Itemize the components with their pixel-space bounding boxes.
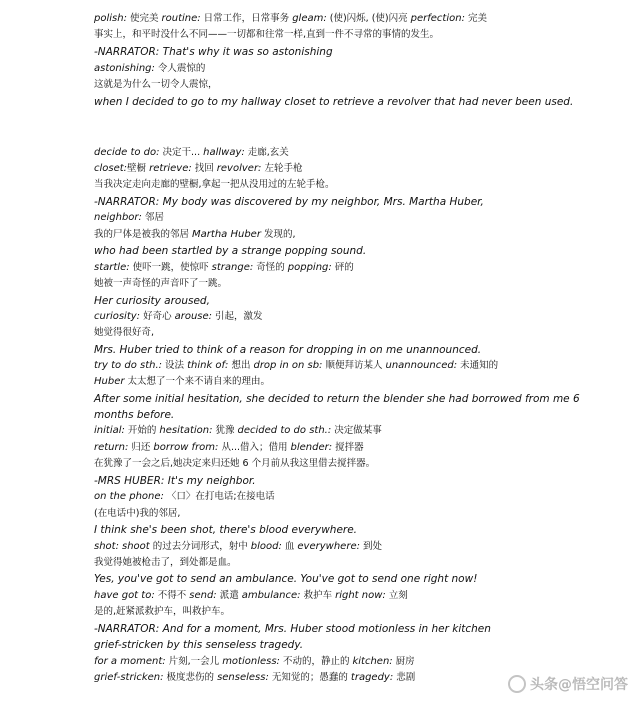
chinese-gloss: 使完美 (126, 13, 162, 24)
english-text: -NARRATOR: My body was discovered by my neighbor, Mrs. Martha Huber, (94, 196, 484, 208)
text-line (94, 540, 382, 554)
english-text: motionless: (222, 656, 280, 667)
chinese-gloss: 片刻,一会儿 (165, 656, 223, 667)
chinese-gloss: 奇怪的 (253, 262, 288, 273)
text-line (94, 95, 573, 109)
chinese-gloss: 事实上，和平时没什么不同——一切都和往常一样,直到一件不寻常的事情的发生。 (94, 29, 440, 40)
chinese-gloss: 派遣 (216, 590, 242, 601)
chinese-gloss: 不得不 (154, 590, 190, 601)
english-text: drop in on sb: (253, 360, 323, 371)
chinese-gloss: 太太想了一个来不请自来的理由。 (124, 376, 270, 387)
chinese-gloss: 的过去分词形式，射中 (149, 541, 251, 552)
chinese-gloss: 搅拌器 (332, 442, 364, 453)
english-text: perfection: (410, 13, 465, 24)
english-text: retrieve: (149, 163, 192, 174)
chinese-gloss: 开始的 (124, 425, 160, 436)
english-text: grief-stricken by this senseless tragedy. (94, 639, 304, 651)
chinese-gloss: 好奇心 (140, 311, 175, 322)
watermark (508, 674, 628, 694)
chinese-gloss: 归还 (128, 442, 154, 453)
english-text: initial: (94, 425, 125, 436)
chinese-gloss: 到处 (359, 541, 382, 552)
english-text: months before. (94, 409, 175, 421)
english-text: tragedy: (350, 672, 394, 683)
english-text: who had been startled by a strange popping sound. (94, 245, 367, 257)
chinese-gloss: 日常工作，日常事务 (200, 13, 293, 24)
english-text: arouse: (174, 311, 213, 322)
text-line (94, 310, 263, 324)
english-text: send: (189, 590, 217, 601)
text-line (94, 62, 205, 76)
text-line (94, 12, 487, 26)
chinese-gloss: 发现的, (260, 229, 296, 240)
english-text: when I decided to go to my hallway closet to retrieve a revolver that had never been used. (94, 96, 574, 108)
text-line (94, 195, 484, 209)
text-line (94, 392, 580, 406)
chinese-gloss: 她被一声奇怪的声音吓了一跳。 (94, 278, 228, 289)
chinese-gloss: 她觉得很好奇, (94, 327, 155, 338)
text-line (94, 261, 354, 275)
text-line (94, 556, 237, 570)
english-text: kitchen: (352, 656, 393, 667)
chinese-gloss: 是的,赶紧派救护车，叫救护车。 (94, 606, 231, 617)
text-line (94, 178, 335, 192)
english-text: curiosity: (94, 311, 141, 322)
chinese-gloss: 引起，激发 (212, 311, 263, 322)
text-line (94, 457, 375, 471)
english-text: decided to do sth.: (237, 425, 332, 436)
text-line (94, 655, 415, 669)
chinese-gloss: 砰的 (331, 262, 354, 273)
chinese-gloss: (使)闪烁, (使)闪亮 (326, 13, 411, 24)
chinese-gloss: 血 (281, 541, 298, 552)
chinese-gloss: 从...借入；借用 (218, 442, 291, 453)
text-line (94, 441, 364, 455)
chinese-gloss: 使吓一跳，使惊吓 (129, 262, 212, 273)
chinese-gloss: 犹豫 (212, 425, 238, 436)
english-text: routine: (161, 13, 201, 24)
text-line (94, 474, 256, 488)
chinese-gloss: 决定做某事 (331, 425, 382, 436)
chinese-gloss: 这就是为什么一切令人震惊， (94, 79, 218, 90)
chinese-gloss: 不动的，静止的 (279, 656, 353, 667)
english-text: on the phone: (94, 491, 164, 502)
english-text: Huber (94, 376, 125, 387)
wukong-logo-icon (508, 675, 526, 693)
text-line (94, 78, 218, 92)
chinese-gloss: 邻居 (141, 212, 164, 223)
english-text: gleam: (292, 13, 327, 24)
text-line (94, 605, 230, 619)
english-text: blood: (250, 541, 282, 552)
english-text: shot: (94, 541, 119, 552)
text-line (94, 638, 303, 652)
chinese-gloss: 走廊,玄关 (244, 147, 289, 158)
english-text: blender: (290, 442, 333, 453)
chinese-gloss: 决定干... (159, 147, 204, 158)
text-line (94, 622, 491, 636)
english-text: -NARRATOR: And for a moment, Mrs. Huber stood motionless in her kitchen (94, 623, 491, 635)
text-line (94, 28, 439, 42)
english-text: astonishing: (94, 63, 155, 74)
text-line (94, 572, 477, 586)
text-line (94, 343, 481, 357)
english-text: decide to do: (94, 147, 160, 158)
chinese-gloss: 未通知的 (457, 360, 499, 371)
english-text: startle: (94, 262, 130, 273)
english-text: closet: (94, 163, 128, 174)
chinese-gloss: 我觉得她被枪击了，到处都是血。 (94, 557, 237, 568)
english-text: for a moment: (94, 656, 166, 667)
text-line (94, 326, 154, 340)
chinese-gloss: (在电话中)我的邻居, (94, 508, 181, 519)
text-line (94, 490, 275, 504)
english-text: hallway: (203, 147, 245, 158)
chinese-gloss: 设法 (162, 360, 188, 371)
chinese-gloss: 悲剧 (393, 672, 416, 683)
english-text: neighbor: (94, 212, 142, 223)
english-text: borrow from: (153, 442, 219, 453)
english-text: I think she's been shot, there's blood everywhere. (94, 524, 358, 536)
text-line (94, 507, 180, 521)
chinese-gloss: 〈口〉在打电话;在接电话 (163, 491, 275, 502)
text-line (94, 375, 270, 389)
text-line (94, 359, 498, 373)
chinese-gloss: 想出 (228, 360, 254, 371)
english-text: Mrs. Huber tried to think of a reason for dropping in on me unannounced. (94, 344, 482, 356)
chinese-gloss: 救护车 (300, 590, 336, 601)
english-text: Yes, you've got to send an ambulance. You've got to send one right now! (94, 573, 478, 585)
chinese-gloss: 我的尸体是被我的邻居 (94, 229, 193, 240)
english-text: right now: (335, 590, 386, 601)
english-text: have got to: (94, 590, 155, 601)
english-text: return: (94, 442, 129, 453)
text-line (94, 671, 415, 685)
english-text: strange: (211, 262, 254, 273)
english-text: senseless: (217, 672, 269, 683)
english-text: try to do sth.: (94, 360, 163, 371)
chinese-gloss: 顺便拜访某人 (322, 360, 386, 371)
english-text: -NARRATOR: That's why it was so astonishing (94, 46, 333, 58)
text-line (94, 277, 227, 291)
chinese-gloss: 无知觉的；愚蠢的 (268, 672, 351, 683)
chinese-gloss: 在犹豫了一会之后,她决定来归还她 6 个月前从我这里借去搅拌器。 (94, 458, 376, 469)
text-line (94, 408, 174, 422)
text-line (94, 589, 408, 603)
english-text: -MRS HUBER: It's my neighbor. (94, 475, 256, 487)
english-text: shoot (122, 541, 150, 552)
text-line (94, 45, 333, 59)
text-line (94, 424, 382, 438)
chinese-gloss: 找回 (191, 163, 217, 174)
english-text: Martha Huber (192, 229, 261, 240)
chinese-gloss: 完美 (464, 13, 487, 24)
text-line (94, 523, 357, 537)
text-line (94, 211, 164, 225)
english-text: grief-stricken: (94, 672, 164, 683)
watermark-text: 头条@悟空问答 (530, 677, 628, 693)
chinese-gloss: 立刻 (385, 590, 408, 601)
chinese-gloss: 当我决定走向走廊的壁橱,拿起一把从没用过的左轮手枪。 (94, 179, 335, 190)
english-text: unannounced: (385, 360, 458, 371)
text-line (94, 162, 302, 176)
chinese-gloss: 厨房 (392, 656, 415, 667)
chinese-gloss: 左轮手枪 (261, 163, 303, 174)
chinese-gloss: 令人震惊的 (154, 63, 206, 74)
text-line (94, 146, 289, 160)
text-line (94, 244, 366, 258)
english-text: ambulance: (241, 590, 301, 601)
english-text: polish: (94, 13, 127, 24)
english-text: After some initial hesitation, she decided to return the blender she had borrowed from me 6 (94, 393, 580, 405)
english-text: hesitation: (159, 425, 213, 436)
english-text: think of: (187, 360, 229, 371)
chinese-gloss: 壁橱 (127, 163, 150, 174)
text-line (94, 228, 295, 242)
english-text: Her curiosity aroused, (94, 295, 210, 307)
english-text: revolver: (216, 163, 262, 174)
english-text: popping: (287, 262, 332, 273)
chinese-gloss: 极度悲伤的 (163, 672, 218, 683)
english-text: everywhere: (297, 541, 360, 552)
text-line (94, 294, 210, 308)
